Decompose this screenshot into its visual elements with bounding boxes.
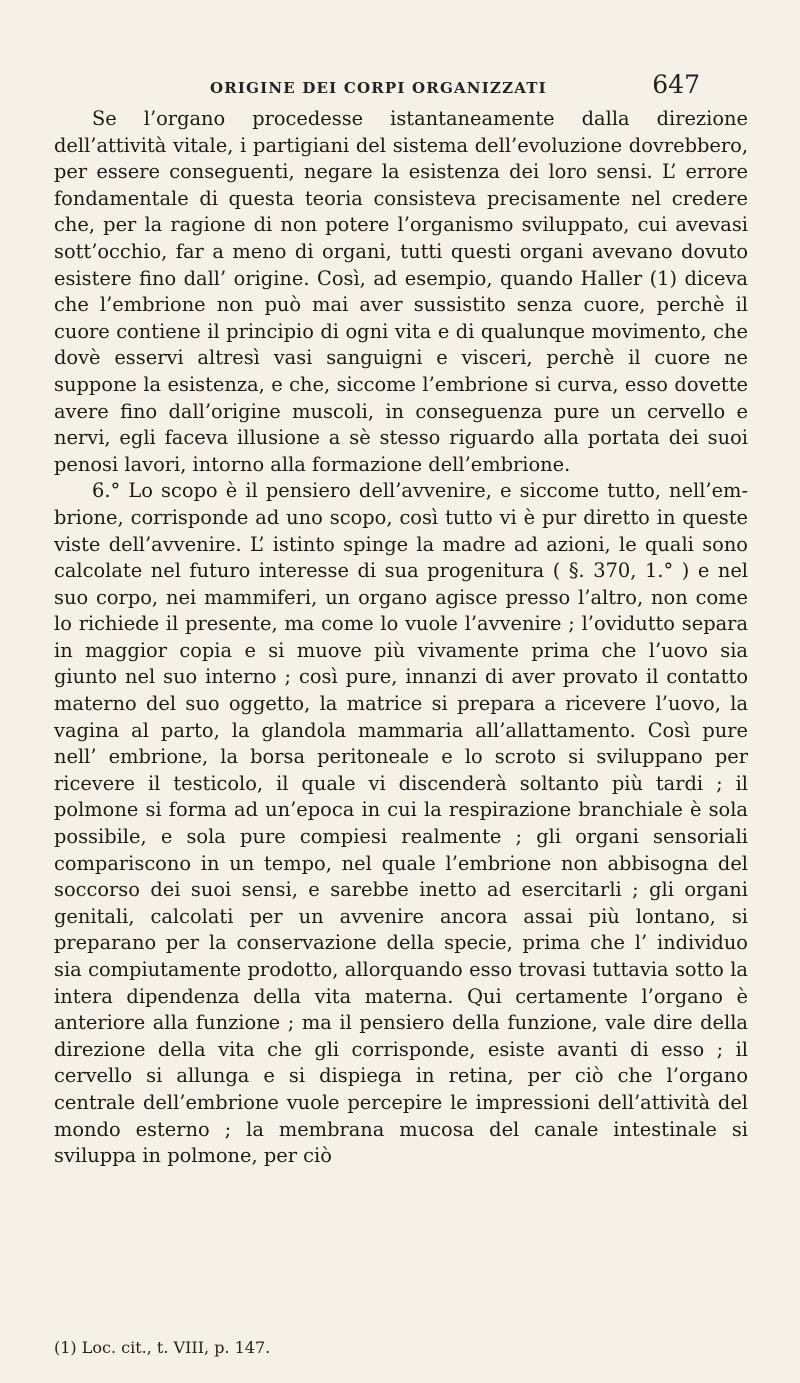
paragraph-1: Se l’organo procedesse istantaneamente dalla direzione dell’attività vitale, i partigiani del sistema dell’evoluzione dovrebbero, per essere conseguenti, negare la esistenza dei loro sensi. L’ errore fondamentale di questa teoria consisteva precisamente nel credere che, per la ragione di non potere l’organismo sviluppato, cui avevasi sott’occhio, far a meno di organi, tutti questi organi avevano dovuto esistere fino dall’ origine. Così, ad esempio, quando Haller (1) diceva che l’embrione non può mai aver sussistito senza cuore, perchè il cuore contiene il principio di ogni vita e di qualunque movimento, che dovè esservi altresì vasi sanguigni e visceri, perchè il cuore ne suppone la esistenza, e che, siccome l’embrione si curva, esso dovette avere fino dall’origine muscoli, in conseguenza pure un cervello e nervi, egli faceva illusione a sè stesso riguardo alla portata dei suoi penosi lavori, intorno alla formazione dell’embrione. — [54, 107, 748, 476]
body-text — [54, 106, 748, 1170]
page-header — [200, 70, 700, 99]
footnote: (1) Loc. cit., t. VIII, p. 147. — [54, 1338, 271, 1357]
running-head: ORIGINE DEI CORPI ORGANIZZATI — [210, 79, 547, 97]
paragraph-2: 6.° Lo scopo è il pensiero dell’avvenire, e siccome tutto, nell’embrione, corrisponde ad uno scopo, così tutto vi è pur diretto in queste viste dell’avvenire. L’ istinto spinge la madre ad azioni, le quali sono calcolate nel futuro interesse di sua progenitura ( §. 370, 1.° ) e nel suo corpo, nei mammiferi, un organo agisce presso l’altro, non come lo richiede il presente, ma come lo vuole l’avvenire ; l’ovidutto separa in maggior copia e si muove più vivamente prima che l’uovo sia giunto nel suo interno ; così pure, innanzi di aver provato il contatto materno del suo oggetto, la matrice si prepara a ricevere l’uovo, la vagina al parto, la glandola mammaria all’allattamento. Così pure nell’ embrione, la borsa peritoneale e lo scroto si sviluppano per ricevere il testicolo, il quale vi discenderà soltanto più tardi ; il polmone si forma ad un’epoca in cui la respirazione branchiale è sola possibile, e sola pure compiesi realmente ; gli organi sensoriali compariscono in un tempo, nel quale l’embrione non abbisogna del soccorso dei suoi sensi, e sarebbe inetto ad esercitarli ; gli organi genitali, calcolati per un avvenire ancora assai più lontano, si preparano per la conservazione della specie, prima che l’ individuo sia compiutamente prodotto, allorquando esso trovasi tuttavia sotto la intera dipendenza della vita materna. Qui certamente l’organo è anteriore alla funzione ; ma il pensiero della funzione, vale dire della direzione della vita che gli corrisponde, esiste avanti di esso ; il cervello si allunga e si dispiega in retina, per ciò che l’organo centrale dell’embrione vuole percepire le impressioni dell’attività del mondo esterno ; la membrana mucosa del canale intestinale si sviluppa in polmone, per ciò — [54, 479, 748, 1168]
page-number: 647 — [652, 70, 700, 99]
